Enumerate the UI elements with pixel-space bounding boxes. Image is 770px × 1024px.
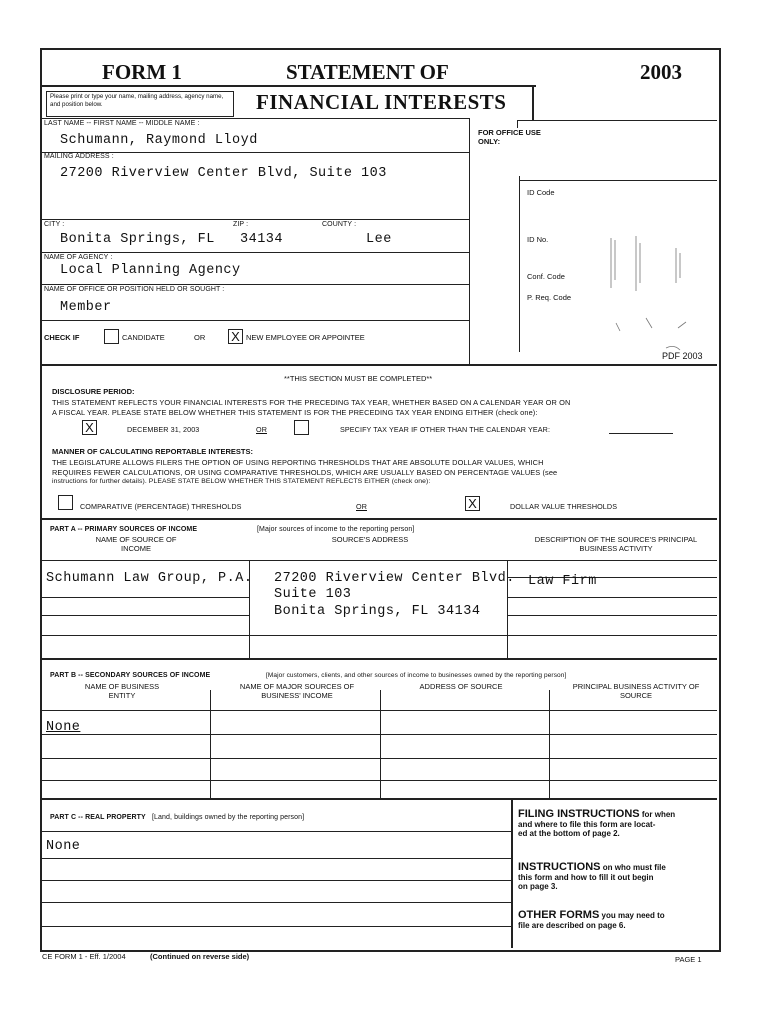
part-b-title: PART B -- SECONDARY SOURCES OF INCOME [50, 672, 211, 679]
filing-instructions-text1: for when [641, 810, 676, 819]
comparative-label: COMPARATIVE (PERCENTAGE) THRESHOLDS [80, 502, 242, 511]
part-b-entry[interactable]: None [46, 720, 81, 735]
county-label: COUNTY : [322, 221, 357, 228]
must-complete-note: **THIS SECTION MUST BE COMPLETED** [284, 374, 433, 383]
who-must-file-instructions [518, 863, 714, 892]
id-no-label: ID No. [527, 235, 549, 244]
or-label: OR [194, 333, 206, 342]
part-a-source-name[interactable]: Schumann Law Group, P.A. [46, 571, 253, 586]
other-forms-instructions [518, 911, 714, 930]
agency-label: NAME OF AGENCY : [44, 254, 113, 261]
instructions-text1: on who must file [602, 863, 666, 872]
part-b-col3-header: ADDRESS OF SOURCE [419, 682, 503, 691]
part-a-address-line1[interactable]: 27200 Riverview Center Blvd. [274, 571, 515, 586]
filer-zip[interactable]: 34134 [240, 232, 284, 247]
part-b-col1-header: NAME OF BUSINESS ENTITY [84, 682, 160, 700]
form-year: 2003 [640, 60, 682, 84]
dollar-value-label: DOLLAR VALUE THRESHOLDS [510, 502, 618, 511]
part-a-subtitle: [Major sources of income to the reporting person] [257, 526, 415, 533]
statement-title-line1: STATEMENT OF [286, 60, 449, 84]
part-b-col2-header: NAME OF MAJOR SOURCES OF BUSINESS' INCOME [239, 682, 355, 700]
part-a-address-line2[interactable]: Suite 103 [274, 587, 352, 602]
disclosure-period-title: DISCLOSURE PERIOD: [52, 387, 135, 396]
filer-address[interactable]: 27200 Riverview Center Blvd, Suite 103 [60, 166, 387, 181]
conf-code-label: Conf. Code [527, 272, 565, 281]
filer-agency[interactable]: Local Planning Agency [60, 263, 241, 278]
part-a-title: PART A -- PRIMARY SOURCES OF INCOME [50, 526, 198, 533]
p-req-code-label: P. Req. Code [527, 293, 572, 302]
zip-label: ZIP : [233, 221, 249, 228]
city-label: CITY : [44, 221, 65, 228]
filer-name[interactable]: Schumann, Raymond Lloyd [60, 133, 258, 148]
period-or-label: OR [256, 425, 267, 434]
manner-text-2: REQUIRES FEWER CALCULATIONS, OR USING COMPARATIVE THRESHOLDS, WHICH ARE USUALLY BASED ON PERCENTAGE VALUES (see [52, 468, 558, 477]
id-code-label: ID Code [527, 188, 555, 197]
office-stamp: PDF 2003 [662, 351, 703, 361]
part-b-col4-header: PRINCIPAL BUSINESS ACTIVITY OF SOURCE [572, 682, 700, 700]
print-instruction: Please print or type your name, mailing address, agency name, and position below. [50, 93, 224, 108]
name-label: LAST NAME -- FIRST NAME -- MIDDLE NAME : [44, 120, 200, 127]
december-label: DECEMBER 31, 2003 [127, 425, 200, 434]
manner-text-3: instructions for further details). PLEASE STATE BELOW WHETHER THIS STATEMENT REFLECTS EITHER (check one): [52, 478, 431, 485]
filing-instructions-text2: and where to file this form are locat- [518, 819, 656, 829]
part-a-activity[interactable]: Law Firm [528, 574, 597, 589]
candidate-checkbox[interactable] [104, 329, 119, 344]
filing-instructions-text3: ed at the bottom of page 2. [518, 829, 620, 838]
filer-position[interactable]: Member [60, 300, 112, 315]
disclosure-period-text-1: THIS STATEMENT REFLECTS YOUR FINANCIAL INTERESTS FOR THE PRECEDING TAX YEAR, WHETHER BASED ON A CALENDAR YEAR OR ON [52, 398, 571, 407]
part-c-entry[interactable]: None [46, 839, 81, 854]
threshold-or-label: OR [356, 502, 367, 511]
other-forms-text1: you may need to [601, 911, 665, 920]
office-use-title: FOR OFFICE USE ONLY: [478, 128, 541, 146]
statement-title-line2: FINANCIAL INTERESTS [256, 90, 507, 114]
footer-continued: (Continued on reverse side) [150, 952, 250, 961]
address-label: MAILING ADDRESS : [44, 153, 114, 160]
dollar-value-checkbox[interactable]: X [465, 496, 480, 511]
specify-year-field[interactable] [609, 433, 673, 434]
filer-county[interactable]: Lee [366, 232, 392, 247]
check-if-label: CHECK IF [44, 333, 80, 342]
candidate-label: CANDIDATE [122, 333, 165, 342]
form-label: FORM 1 [102, 60, 182, 84]
specify-year-checkbox[interactable] [294, 420, 309, 435]
footer-form-id: CE FORM 1 - Eff. 1/2004 [42, 952, 126, 961]
filing-instructions [518, 810, 714, 839]
other-forms-title: OTHER FORMS [518, 909, 600, 921]
part-a-col2-header: SOURCE'S ADDRESS [331, 535, 409, 544]
instructions-text3: on page 3. [518, 882, 558, 891]
manner-text-1: THE LEGISLATURE ALLOWS FILERS THE OPTION OF USING REPORTING THRESHOLDS THAT ARE ABSOLUTE DOLLAR VALUES, WHICH [52, 458, 544, 467]
filer-city[interactable]: Bonita Springs, FL [60, 232, 215, 247]
part-c-title: PART C -- REAL PROPERTY [50, 814, 146, 821]
instructions-title: INSTRUCTIONS [518, 861, 601, 873]
manner-title: MANNER OF CALCULATING REPORTABLE INTERESTS: [52, 447, 253, 456]
position-label: NAME OF OFFICE OR POSITION HELD OR SOUGHT : [44, 286, 225, 293]
office-stamp-marks [606, 228, 706, 358]
instructions-text2: this form and how to fill it out begin [518, 872, 654, 882]
other-forms-text2: file are described on page 6. [518, 920, 626, 930]
part-b-subtitle: [Major customers, clients, and other sources of income to businesses owned by the reporting person] [266, 672, 567, 679]
new-employee-checkbox[interactable]: X [228, 329, 243, 344]
december-checkbox[interactable]: X [82, 420, 97, 435]
comparative-checkbox[interactable] [58, 495, 73, 510]
specify-year-label: SPECIFY TAX YEAR IF OTHER THAN THE CALENDAR YEAR: [340, 425, 551, 434]
disclosure-period-text-2: A FISCAL YEAR. PLEASE STATE BELOW WHETHER THIS STATEMENT IS FOR THE PRECEDING TAX YEAR ENDING EITHER (check one): [52, 408, 538, 417]
part-a-col1-header: NAME OF SOURCE OF INCOME [95, 535, 177, 553]
part-a-col3-header: DESCRIPTION OF THE SOURCE'S PRINCIPAL BUSINESS ACTIVITY [534, 535, 698, 553]
part-a-address-line3[interactable]: Bonita Springs, FL 34134 [274, 604, 481, 619]
new-employee-label: NEW EMPLOYEE OR APPOINTEE [246, 333, 365, 342]
part-c-subtitle: [Land, buildings owned by the reporting person] [152, 814, 305, 821]
footer-page-number: PAGE 1 [675, 955, 702, 964]
filing-instructions-title: FILING INSTRUCTIONS [518, 808, 640, 820]
